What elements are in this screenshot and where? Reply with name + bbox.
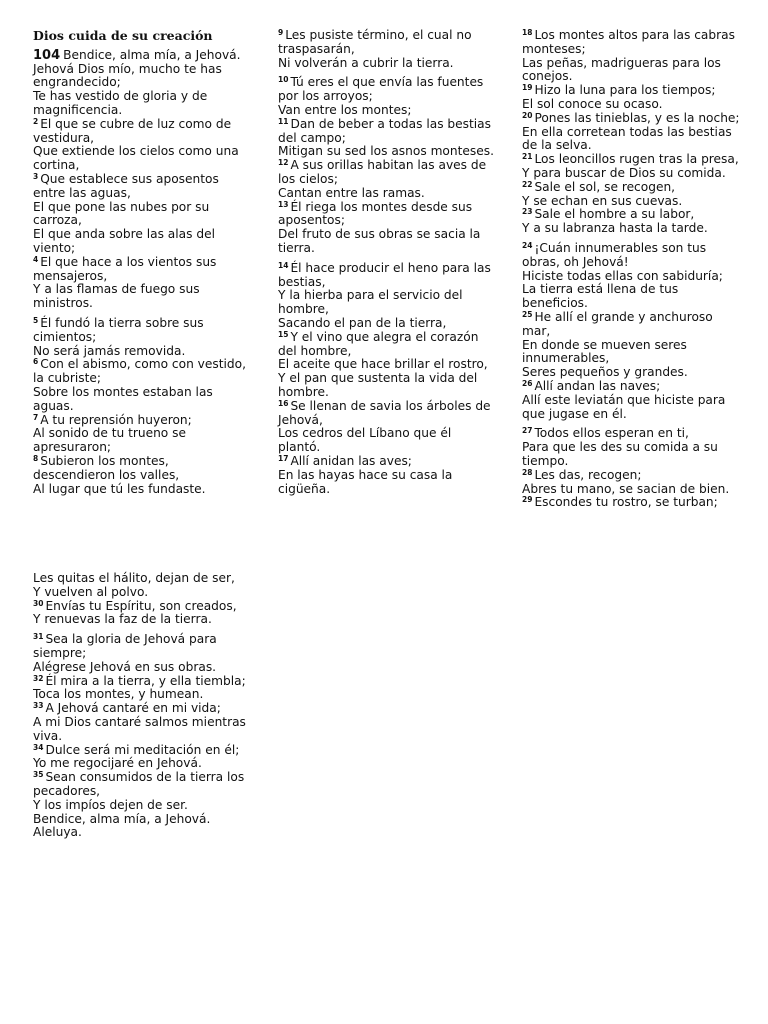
verse-text: ¡Cuán innumerables son tus obras, oh Jehová! bbox=[522, 240, 707, 269]
section-heading: Dios cuida de su creación bbox=[33, 28, 213, 43]
verse-line bbox=[33, 675, 251, 689]
verse-number: 4 bbox=[33, 254, 39, 264]
verse-text: Cantan entre las ramas. bbox=[278, 185, 425, 200]
verse-text: Todos ellos esperan en ti, bbox=[534, 426, 689, 441]
column-1 bbox=[33, 29, 251, 502]
verse-text: Te has vestido de gloria y de magnificencia. bbox=[33, 89, 208, 117]
verse-line bbox=[278, 400, 496, 428]
verse-line bbox=[522, 427, 740, 441]
verse-line bbox=[33, 386, 251, 414]
verse-line bbox=[522, 283, 740, 311]
stanza bbox=[522, 29, 740, 236]
verse-text: Escondes tu rostro, se turban; bbox=[534, 495, 718, 510]
stanza bbox=[522, 427, 740, 510]
verse-text: Hizo la luna para los tiempos; bbox=[534, 83, 716, 98]
verse-line bbox=[33, 600, 251, 614]
verse-line bbox=[278, 317, 496, 331]
verse-line bbox=[33, 414, 251, 428]
verse-line bbox=[522, 167, 740, 181]
verse-text: El que se cubre de luz como de vestidura, bbox=[33, 116, 232, 145]
verse-number: 15 bbox=[278, 329, 289, 339]
verse-line bbox=[278, 76, 496, 104]
verse-text: Les quitas el hálito, dejan de ser, bbox=[33, 571, 235, 585]
verse-text: No será jamás removida. bbox=[33, 343, 186, 358]
verse-line bbox=[33, 586, 251, 600]
verse-line bbox=[278, 201, 496, 229]
verse-line bbox=[522, 84, 740, 98]
verse-text: Al sonido de tu trueno se apresuraron; bbox=[33, 426, 186, 455]
verse-text: Van entre los montes; bbox=[278, 102, 412, 117]
verse-line bbox=[278, 57, 496, 71]
verse-text: El que pone las nubes por su carroza, bbox=[33, 199, 210, 228]
verse-line bbox=[522, 195, 740, 209]
verse-line bbox=[33, 716, 251, 744]
verse-text: A mi Dios cantaré salmos mientras viva. bbox=[33, 714, 246, 743]
verse-number: 29 bbox=[522, 495, 533, 505]
verse-line bbox=[278, 228, 496, 256]
verse-line bbox=[278, 159, 496, 187]
verse-line bbox=[522, 366, 740, 380]
verse-text: Yo me regocijaré en Jehová. bbox=[33, 756, 202, 771]
verse-number: 8 bbox=[33, 453, 39, 463]
verse-number: 17 bbox=[278, 453, 289, 463]
verse-text: En las hayas hace su casa la cigüeña. bbox=[278, 467, 453, 496]
verse-text: Los leoncillos rugen tras la presa, bbox=[534, 152, 739, 167]
verse-text: El sol conoce su ocaso. bbox=[522, 96, 663, 111]
verse-number: 32 bbox=[33, 673, 44, 683]
verse-line bbox=[278, 372, 496, 400]
verse-line bbox=[33, 771, 251, 799]
verse-line bbox=[522, 126, 740, 154]
verse-line bbox=[278, 331, 496, 359]
verse-text: Sale el hombre a su labor, bbox=[534, 207, 695, 222]
column-3 bbox=[522, 29, 740, 516]
verse-line bbox=[278, 29, 496, 57]
verse-text: Envías tu Espíritu, son creados, bbox=[45, 598, 237, 613]
verse-text: En ella corretean todas las bestias de la selva. bbox=[522, 124, 732, 153]
verse-line bbox=[278, 289, 496, 317]
verse-text: Sacando el pan de la tierra, bbox=[278, 315, 447, 330]
verse-text: Tú eres el que envía las fuentes por los arroyos; bbox=[278, 75, 484, 104]
verse-text: Que establece sus aposentos entre las aguas, bbox=[33, 171, 219, 200]
verse-line bbox=[33, 688, 251, 702]
verse-line bbox=[522, 153, 740, 167]
verse-text: Y a su labranza hasta la tarde. bbox=[522, 221, 708, 236]
verse-text: Dulce será mi meditación en él; bbox=[45, 742, 240, 757]
verse-line bbox=[33, 757, 251, 771]
verse-text: Y la hierba para el servicio del hombre, bbox=[278, 288, 463, 317]
verse-text: Los cedros del Líbano que él plantó. bbox=[278, 426, 452, 455]
column-4 bbox=[33, 572, 251, 846]
verse-text: Para que les des su comida a su tiempo. bbox=[522, 440, 718, 468]
verse-text: Abres tu mano, se sacian de bien. bbox=[522, 481, 730, 496]
verse-number: 31 bbox=[33, 632, 44, 642]
verse-text: Y a las flamas de fuego sus ministros. bbox=[33, 282, 200, 311]
verse-number: 6 bbox=[33, 357, 39, 367]
verse-line bbox=[33, 317, 251, 345]
verse-text: Y se echan en sus cuevas. bbox=[522, 193, 683, 208]
verse-line bbox=[33, 661, 251, 675]
verse-text: Ni volverán a cubrir la tierra. bbox=[278, 55, 454, 70]
verse-line bbox=[278, 187, 496, 201]
verse-number: 10 bbox=[278, 75, 289, 85]
verse-text: Las peñas, madrigueras para los conejos. bbox=[522, 55, 721, 84]
stanza bbox=[33, 317, 251, 496]
verse-line bbox=[522, 29, 740, 57]
verse-text: Subieron los montes, descendieron los valles, bbox=[33, 453, 180, 482]
verse-text: Él hace producir el heno para las bestias, bbox=[278, 260, 491, 289]
verse-text: La tierra está llena de tus beneficios. bbox=[522, 282, 679, 311]
verse-text: Bendice, alma mía, a Jehová. bbox=[33, 811, 211, 826]
verse-line bbox=[522, 270, 740, 284]
verse-text: Aleluya. bbox=[33, 825, 82, 840]
verse-number: 21 bbox=[522, 152, 533, 162]
verse-line bbox=[33, 90, 251, 118]
verse-line bbox=[33, 118, 251, 146]
verse-line bbox=[278, 145, 496, 159]
verse-text: Allí este leviatán que hiciste para que jugase en él. bbox=[522, 392, 726, 421]
stanza bbox=[33, 49, 251, 311]
verse-line bbox=[33, 613, 251, 627]
verse-line bbox=[522, 222, 740, 236]
verse-line bbox=[522, 483, 740, 497]
verse-number: 23 bbox=[522, 207, 533, 217]
verse-line bbox=[522, 441, 740, 469]
verse-line bbox=[33, 813, 251, 827]
verse-text: Se llenan de savia los árboles de Jehová, bbox=[278, 398, 491, 427]
verse-text: Allí andan las naves; bbox=[534, 378, 661, 393]
verse-text: Les pusiste término, el cual no traspasarán, bbox=[278, 28, 472, 56]
verse-number: 34 bbox=[33, 742, 44, 752]
verse-text: El aceite que hace brillar el rostro, bbox=[278, 357, 488, 372]
column-2 bbox=[278, 29, 496, 502]
verse-line bbox=[33, 49, 251, 63]
verse-line bbox=[522, 208, 740, 222]
verse-number: 33 bbox=[33, 701, 44, 711]
verse-line bbox=[522, 57, 740, 85]
verse-number: 14 bbox=[278, 260, 289, 270]
stanza bbox=[33, 633, 251, 840]
verse-number: 30 bbox=[33, 598, 44, 608]
verse-number: 2 bbox=[33, 116, 39, 126]
verse-line bbox=[33, 358, 251, 386]
verse-text: Bendice, alma mía, a Jehová. bbox=[63, 47, 241, 62]
verse-text: Sea la gloria de Jehová para siempre; bbox=[33, 632, 217, 660]
verse-text: He allí el grande y anchuroso mar, bbox=[522, 309, 713, 338]
verse-line bbox=[278, 427, 496, 455]
verse-text: Pones las tinieblas, y es la noche; bbox=[534, 110, 740, 125]
verse-number: 11 bbox=[278, 116, 289, 126]
verse-line bbox=[522, 469, 740, 483]
verse-line bbox=[522, 496, 740, 510]
verse-line bbox=[33, 228, 251, 256]
verse-text: A tu reprensión huyeron; bbox=[40, 412, 192, 427]
verse-text: Y vuelven al polvo. bbox=[33, 584, 149, 599]
verse-number: 5 bbox=[33, 315, 39, 325]
verse-number: 19 bbox=[522, 83, 533, 93]
verse-number: 26 bbox=[522, 378, 533, 388]
stanza bbox=[278, 76, 496, 255]
verse-text: A sus orillas habitan las aves de los cielos; bbox=[278, 158, 487, 186]
verse-text: Allí anidan las aves; bbox=[290, 453, 412, 468]
verse-line bbox=[522, 181, 740, 195]
verse-text: Y el pan que sustenta la vida del hombre. bbox=[278, 371, 478, 399]
verse-text: El que hace a los vientos sus mensajeros, bbox=[33, 254, 217, 283]
verse-line bbox=[278, 262, 496, 290]
verse-line bbox=[33, 455, 251, 483]
verse-line bbox=[278, 118, 496, 146]
verse-text: En donde se mueven seres innumerables, bbox=[522, 337, 687, 366]
verse-number: 27 bbox=[522, 426, 533, 436]
verse-number: 20 bbox=[522, 110, 533, 120]
verse-line bbox=[33, 201, 251, 229]
verse-text: Toca los montes, y humean. bbox=[33, 687, 204, 702]
verse-line bbox=[33, 283, 251, 311]
verse-text: Jehová Dios mío, mucho te has engrandecido; bbox=[33, 61, 222, 90]
verse-text: Él riega los montes desde sus aposentos; bbox=[278, 199, 473, 228]
verse-number: 25 bbox=[522, 309, 533, 319]
verse-line bbox=[522, 112, 740, 126]
verse-text: El que anda sobre las alas del viento; bbox=[33, 227, 215, 255]
verse-line bbox=[33, 633, 251, 661]
verse-line bbox=[522, 311, 740, 339]
verse-text: Sean consumidos de la tierra los pecadores, bbox=[33, 770, 245, 798]
verse-line bbox=[522, 98, 740, 112]
verse-number: 7 bbox=[33, 412, 39, 422]
verse-text: Les das, recogen; bbox=[534, 467, 642, 482]
verse-text: Dan de beber a todas las bestias del campo; bbox=[278, 116, 492, 145]
verse-line bbox=[522, 394, 740, 422]
verse-line bbox=[33, 145, 251, 173]
verse-text: Seres pequeños y grandes. bbox=[522, 365, 688, 380]
verse-line bbox=[278, 469, 496, 497]
verse-text: Del fruto de sus obras se sacia la tierra. bbox=[278, 227, 481, 255]
verse-line bbox=[33, 799, 251, 813]
verse-text: Él mira a la tierra, y ella tiembla; bbox=[45, 673, 246, 688]
verse-text: Mitigan su sed los asnos monteses. bbox=[278, 144, 494, 159]
stanza bbox=[522, 242, 740, 421]
verse-text: Los montes altos para las cabras monteses; bbox=[522, 28, 735, 56]
verse-line bbox=[278, 455, 496, 469]
verse-line bbox=[33, 702, 251, 716]
verse-number: 24 bbox=[522, 240, 533, 250]
verse-number: 13 bbox=[278, 199, 289, 209]
verse-text: Hiciste todas ellas con sabiduría; bbox=[522, 268, 723, 283]
verse-line bbox=[33, 826, 251, 840]
verse-text: Y renuevas la faz de la tierra. bbox=[33, 612, 212, 627]
verse-line bbox=[33, 345, 251, 359]
verse-text: Al lugar que tú les fundaste. bbox=[33, 481, 206, 496]
verse-text: Y los impíos dejen de ser. bbox=[33, 797, 188, 812]
verse-line bbox=[33, 483, 251, 497]
verse-number: 12 bbox=[278, 158, 289, 168]
verse-line bbox=[33, 744, 251, 758]
verse-number: 16 bbox=[278, 398, 289, 408]
verse-text: Él fundó la tierra sobre sus cimientos; bbox=[33, 315, 204, 344]
verse-text: Y para buscar de Dios su comida. bbox=[522, 165, 726, 180]
verse-line bbox=[278, 104, 496, 118]
verse-line bbox=[33, 572, 251, 586]
verse-number: 35 bbox=[33, 770, 44, 780]
verse-line bbox=[522, 380, 740, 394]
stanza bbox=[33, 572, 251, 627]
verse-text: Sale el sol, se recogen, bbox=[534, 179, 676, 194]
verse-number: 28 bbox=[522, 467, 533, 477]
verse-number: 3 bbox=[33, 171, 39, 181]
verse-text: Con el abismo, como con vestido, la cubriste; bbox=[33, 357, 246, 386]
chapter-number: 104 bbox=[33, 47, 61, 63]
verse-line bbox=[33, 256, 251, 284]
verse-line bbox=[33, 427, 251, 455]
verse-text: Sobre los montes estaban las aguas. bbox=[33, 384, 213, 413]
stanza bbox=[278, 29, 496, 70]
verse-number: 18 bbox=[522, 28, 533, 37]
verse-line bbox=[33, 173, 251, 201]
verse-number: 22 bbox=[522, 179, 533, 189]
verse-line bbox=[522, 242, 740, 270]
verse-text: Que extiende los cielos como una cortina, bbox=[33, 144, 239, 173]
verse-line bbox=[278, 358, 496, 372]
verse-text: Y el vino que alegra el corazón del hombre, bbox=[278, 329, 479, 358]
verse-text: A Jehová cantaré en mi vida; bbox=[45, 701, 221, 716]
verse-line bbox=[522, 339, 740, 367]
verse-text: Alégrese Jehová en sus obras. bbox=[33, 659, 217, 674]
verse-line bbox=[33, 63, 251, 91]
verse-number: 9 bbox=[278, 28, 284, 37]
stanza bbox=[278, 262, 496, 497]
